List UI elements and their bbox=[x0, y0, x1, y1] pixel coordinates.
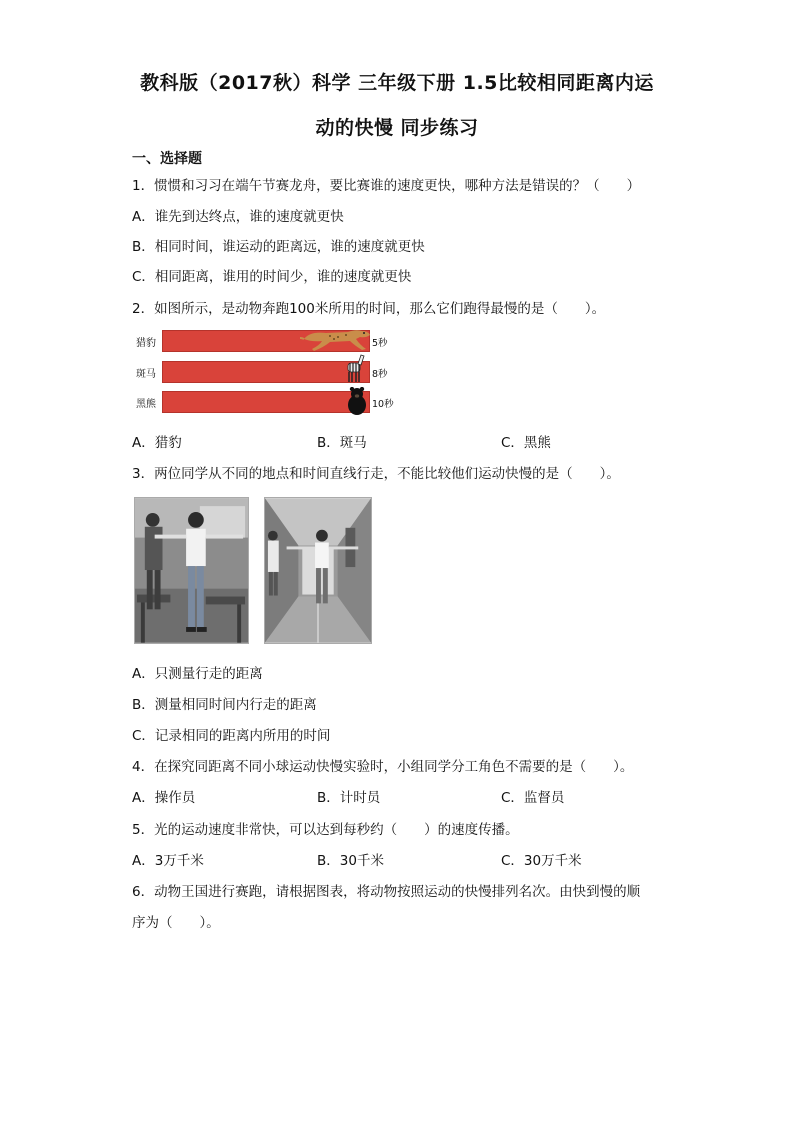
document-title-line2: 动的快慢 同步练习 bbox=[315, 117, 479, 139]
question-6-stem-line1: 6．动物王国进行赛跑，请根据图表，将动物按照运动的快慢排列名次。由快到慢的顺 bbox=[132, 884, 641, 900]
section-heading: 一、选择题 bbox=[132, 151, 202, 167]
chart-value-label: 5秒 bbox=[372, 338, 388, 349]
animal-speed-chart bbox=[134, 327, 414, 417]
question-3-option-b: B．测量相同时间内行走的距离 bbox=[132, 697, 317, 713]
chart-row-bear bbox=[134, 391, 414, 415]
chart-category-label: 黑熊 bbox=[136, 399, 156, 410]
question-4-option-a: A．操作员 bbox=[132, 790, 196, 806]
chart-category-label: 猎豹 bbox=[136, 338, 156, 349]
question-2-option-c: C．黑熊 bbox=[501, 435, 551, 451]
question-3-option-a: A．只测量行走的距离 bbox=[132, 666, 263, 682]
question-5-option-a: A．3万千米 bbox=[132, 853, 204, 869]
question-4-option-b: B．计时员 bbox=[317, 790, 381, 806]
chart-bar bbox=[162, 361, 370, 383]
chart-value-label: 10秒 bbox=[372, 399, 394, 410]
chart-bar bbox=[162, 391, 370, 413]
question-1-option-a: A．谁先到达终点，谁的速度就更快 bbox=[132, 209, 344, 225]
cheetah-icon bbox=[300, 325, 374, 353]
question-2-option-b: B．斑马 bbox=[317, 435, 367, 451]
question-2-stem: 2．如图所示，是动物奔跑100米所用的时间，那么它们跑得最慢的是（ ）。 bbox=[132, 301, 606, 317]
question-5-option-b: B．30千米 bbox=[317, 853, 384, 869]
classroom-walking-photo bbox=[134, 497, 249, 644]
question-5-stem: 5．光的运动速度非常快，可以达到每秒约（ ）的速度传播。 bbox=[132, 822, 519, 838]
chart-value-label: 8秒 bbox=[372, 369, 388, 380]
question-3-stem: 3．两位同学从不同的地点和时间直线行走，不能比较他们运动快慢的是（ ）。 bbox=[132, 466, 620, 482]
question-5-option-c: C．30万千米 bbox=[501, 853, 582, 869]
question-6-stem-line2: 序为（ ）。 bbox=[132, 915, 220, 931]
question-1-option-c: C．相同距离，谁用的时间少，谁的速度就更快 bbox=[132, 269, 412, 285]
document-title-line1: 教科版（2017秋）科学 三年级下册 1.5比较相同距离内运 bbox=[140, 72, 654, 94]
question-4-option-c: C．监督员 bbox=[501, 790, 565, 806]
question-2-option-a: A．猎豹 bbox=[132, 435, 182, 451]
question-1-stem: 1．惯惯和习习在端午节赛龙舟，要比赛谁的速度更快，哪种方法是错误的？（ ） bbox=[132, 178, 641, 194]
question-4-stem: 4．在探究同距离不同小球运动快慢实验时，小组同学分工角色不需要的是（ ）。 bbox=[132, 759, 634, 775]
chart-category-label: 斑马 bbox=[136, 369, 156, 380]
zebra-icon bbox=[344, 353, 366, 383]
black-bear-icon bbox=[346, 387, 368, 417]
corridor-walking-photo bbox=[264, 497, 372, 644]
question-1-option-b: B．相同时间，谁运动的距离远，谁的速度就更快 bbox=[132, 239, 425, 255]
question-3-option-c: C．记录相同的距离内所用的时间 bbox=[132, 728, 331, 744]
chart-row-zebra bbox=[134, 361, 414, 385]
